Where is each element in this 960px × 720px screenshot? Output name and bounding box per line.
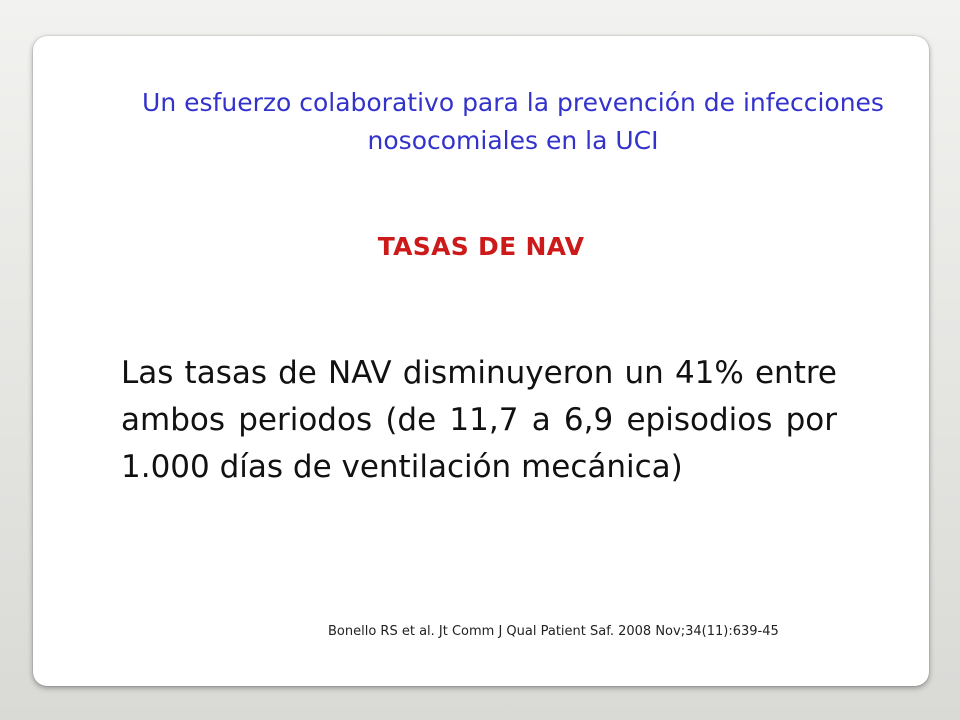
section-heading: TASAS DE NAV: [377, 232, 585, 261]
slide-title: Un esfuerzo colaborativo para la prevención de infecciones nosocomiales en la UCI: [142, 88, 884, 155]
slide-card: [33, 36, 929, 686]
body-text: Las tasas de NAV disminuyeron un 41% entre ambos periodos (de 11,7 a 6,9 episodios por 1.000 días de ventilación mecánica): [121, 355, 837, 485]
citation: Bonello RS et al. Jt Comm J Qual Patient Saf. 2008 Nov;34(11):639-45: [328, 624, 779, 639]
